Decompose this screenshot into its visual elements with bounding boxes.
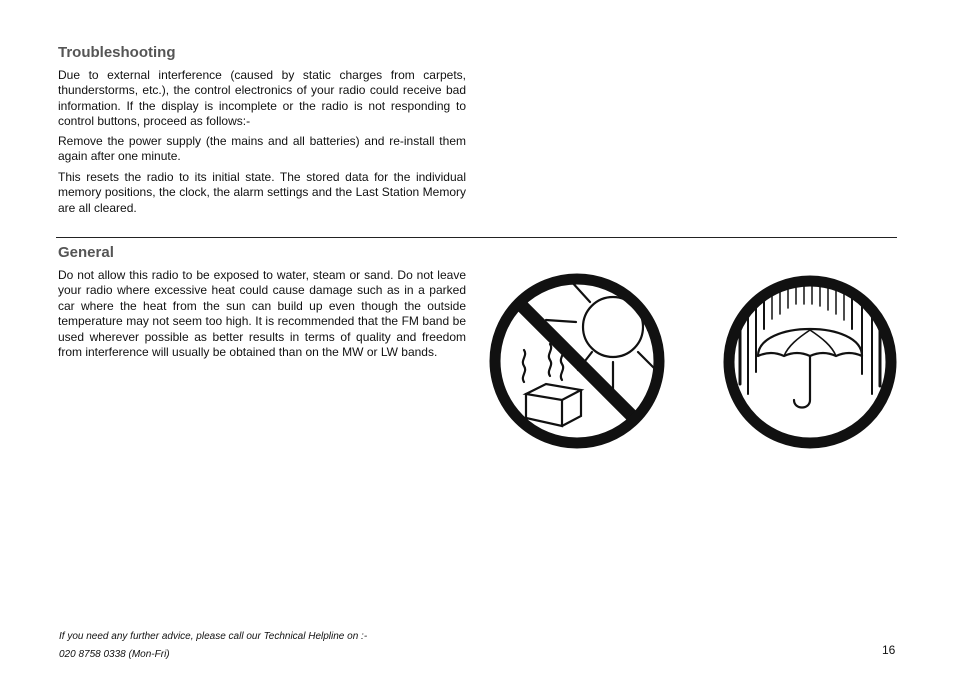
no-heat-sun-icon — [488, 272, 666, 450]
section-divider — [56, 237, 897, 238]
no-rain-umbrella-icon — [722, 274, 898, 450]
helpline-note: If you need any further advice, please call our Technical Helpline on :- — [59, 631, 368, 642]
general-heading: General — [58, 244, 114, 261]
troubleshooting-heading: Troubleshooting — [58, 44, 176, 61]
page-number: 16 — [882, 643, 896, 657]
troubleshooting-paragraph-1: Due to external interference (caused by static charges from carpets, thunderstorms, etc.), the control electronics of your radio could receive bad information. If the display is incomplete or the radio is not responding to control buttons, proceed as follows:- — [58, 68, 466, 129]
helpline-number: 020 8758 0338 (Mon-Fri) — [59, 649, 170, 660]
troubleshooting-paragraph-2: Remove the power supply (the mains and all batteries) and re-install them again after one minute. — [58, 134, 466, 164]
general-paragraph: Do not allow this radio to be exposed to water, steam or sand. Do not leave your radio where excessive heat could cause damage such as in a parked car where the heat from the sun can build up even though the outside temperature may not seem too high. It is recommended that the FM band be used wherever possible as better results in terms of quality and freedom from interference will usually be obtained than on the MW or LW bands. — [58, 268, 466, 360]
troubleshooting-paragraph-3: This resets the radio to its initial state. The stored data for the individual memory positions, the clock, the alarm settings and the Last Station Memory are all cleared. — [58, 170, 466, 215]
